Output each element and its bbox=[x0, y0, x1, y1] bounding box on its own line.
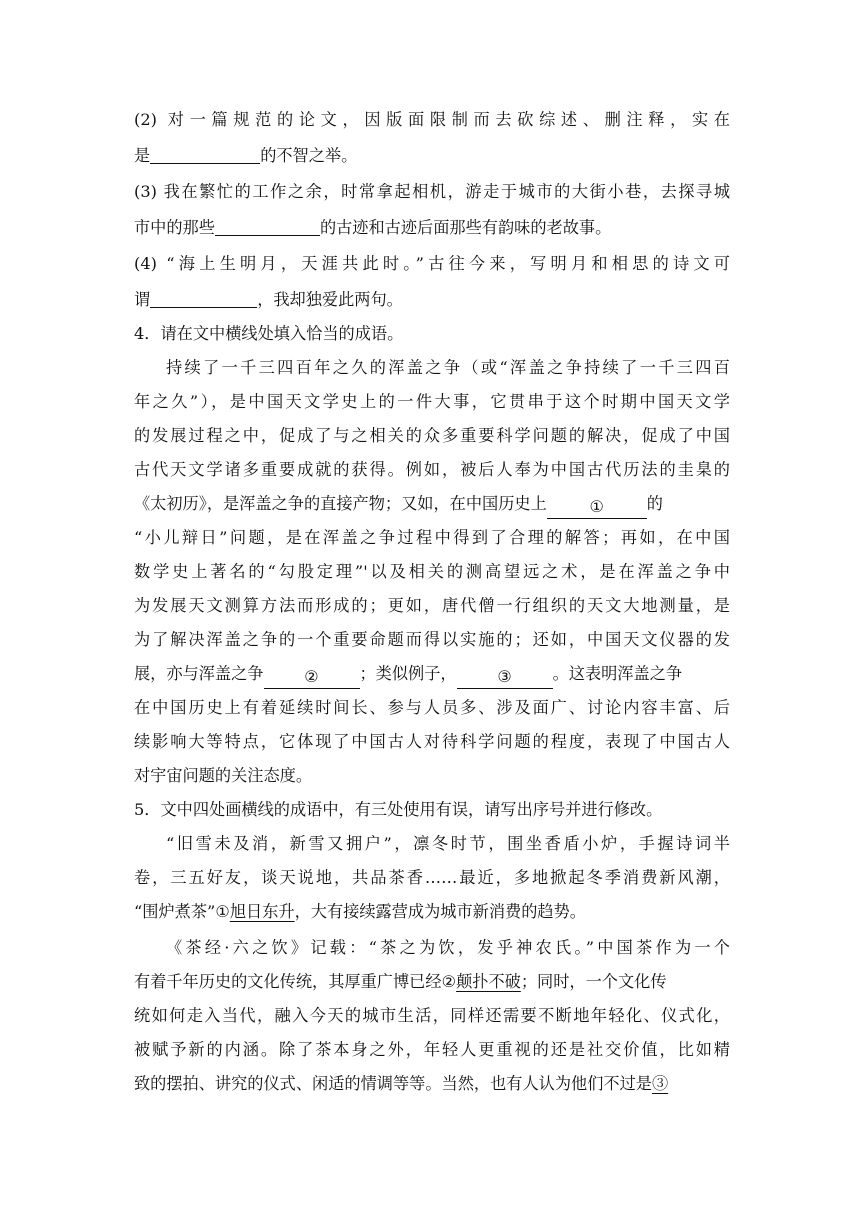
idiom-marker-3: ③ bbox=[652, 1074, 669, 1093]
q4-line-7: 数学史上著名的“勾股定理”'以及相关的测高望远之术，是在浑盖之争中 bbox=[134, 562, 730, 581]
q5-line-3-prefix: “围炉煮茶” bbox=[134, 902, 216, 921]
item-3-line-2 bbox=[134, 210, 730, 246]
item-4-suffix: ，我却独爱此两句。 bbox=[257, 290, 403, 309]
q5-line-6: 统如何走入当代，融入今天的城市生活，同样还需要不断地年轻化、仪式化， bbox=[134, 1006, 730, 1025]
idiom-marker-2: ②颠扑不破 bbox=[441, 972, 521, 991]
answer-blank[interactable] bbox=[150, 141, 260, 164]
q5-line-5-prefix: 有着千年历史的文化传统，其厚重广博已经 bbox=[134, 972, 442, 991]
q4-line-10-part-c: 。这表明浑盖之争 bbox=[552, 664, 683, 683]
q4-line-1: 持续了一千三四百年之久的浑盖之争（或“浑盖之争持续了一千三四百 bbox=[166, 358, 730, 377]
blank-3[interactable]: ③ bbox=[457, 666, 553, 689]
idiom-2: 颠扑不破 bbox=[456, 972, 521, 991]
q4-line-10-part-a: 展，亦与浑盖之争 bbox=[134, 664, 264, 683]
q4-line-4: 古代天文学诸多重要成就的获得。例如，被后人奉为中国古代历法的圭臬的 bbox=[134, 460, 730, 479]
item-2-line-1: (2) 对一篇规范的论文，因版面限制而去砍综述、删注释，实在 bbox=[134, 110, 730, 129]
q4-line-5-prefix: 《太初历》，是浑盖之争的直接产物；又如，在中国历史上 bbox=[134, 494, 547, 513]
q4-line-2: 年之久”），是中国天文学史上的一件大事，它贯串于这个时期中国天文学 bbox=[134, 392, 730, 411]
q5-line-3-suffix: ，大有接续露营成为城市新消费的趋势。 bbox=[294, 902, 586, 921]
item-2-line-2 bbox=[134, 138, 730, 174]
question-4-title: 4．请在文中横线处填入恰当的成语。 bbox=[134, 324, 404, 343]
item-4-line-2 bbox=[134, 282, 730, 318]
item-4-line-1: (4) “海上生明月，天涯共此时。”古往今来，写明月和相思的诗文可 bbox=[134, 254, 730, 273]
idiom-1: 旭日东升 bbox=[229, 902, 295, 921]
q5-line-1: “旧雪未及消，新雪又拥户”，凛冬时节，围坐香盾小炉，手握诗词半 bbox=[166, 834, 730, 853]
item-3-prefix: 市中的那些 bbox=[134, 218, 215, 237]
q4-line-10 bbox=[134, 656, 730, 692]
item-3-line-1: (3) 我在繁忙的工作之余，时常拿起相机，游走于城市的大街小巷，去探寻城 bbox=[134, 182, 730, 201]
q4-line-5-suffix: 的 bbox=[646, 494, 663, 513]
answer-blank[interactable] bbox=[215, 213, 320, 236]
q4-line-11: 在中国历史上有着延续时间长、参与人员多、涉及面广、讨论内容丰富、后 bbox=[134, 698, 730, 717]
q5-line-4: 《茶经·六之饮》记载：“茶之为饮，发乎神农氏。”中国茶作为一个 bbox=[166, 938, 730, 957]
blank-2[interactable]: ② bbox=[264, 666, 360, 689]
q5-line-8-text: 致的摆拍、讲究的仪式、闲适的情调等等。当然，也有人认为他们不过是 bbox=[134, 1074, 652, 1093]
q4-line-10-part-b: ；类似例子， bbox=[359, 664, 457, 683]
item-3-suffix: 的古迹和古迹后面那些有韵味的老故事。 bbox=[319, 218, 612, 237]
blank-1[interactable]: ① bbox=[547, 496, 647, 519]
q5-line-5-suffix: ；同时，一个文化传 bbox=[520, 972, 667, 991]
q5-line-3 bbox=[134, 894, 730, 930]
q5-line-5 bbox=[134, 964, 730, 1000]
q4-line-12: 续影响大等特点，它体现了中国古人对待科学问题的程度，表现了中国古人 bbox=[134, 732, 730, 751]
item-2-prefix: 是 bbox=[134, 146, 151, 165]
q4-line-5 bbox=[134, 486, 730, 522]
item-2-suffix: 的不智之举。 bbox=[260, 146, 358, 165]
item-4-prefix: 谓 bbox=[134, 290, 151, 309]
q4-line-13: 对宇宙问题的关注态度。 bbox=[134, 766, 313, 785]
q5-line-7: 被赋予新的内涵。除了茶本身之外，年轻人更重视的还是社交价值，比如精 bbox=[134, 1040, 730, 1059]
q4-line-6: “小儿辩日”问题，是在浑盖之争过程中得到了合理的解答；再如，在中国 bbox=[134, 528, 730, 547]
q4-line-8: 为发展天文测算方法而形成的；更如，唐代僧一行组织的天文大地测量，是 bbox=[134, 596, 730, 615]
q5-line-8 bbox=[134, 1066, 730, 1102]
answer-blank[interactable] bbox=[150, 285, 257, 308]
q5-line-2: 卷，三五好友，谈天说地，共品茶香……最近，多地掀起冬季消费新风潮， bbox=[134, 868, 730, 887]
question-5-title: 5．文中四处画横线的成语中，有三处使用有误，请写出序号并进行修改。 bbox=[134, 800, 663, 819]
q4-line-3: 的发展过程之中，促成了与之相关的众多重要科学问题的解决，促成了中国 bbox=[134, 426, 730, 445]
idiom-marker-1: ①旭日东升 bbox=[215, 902, 295, 921]
q4-line-9: 为了解决浑盖之争的一个重要命题而得以实施的；还如，中国天文仪器的发 bbox=[134, 630, 730, 649]
